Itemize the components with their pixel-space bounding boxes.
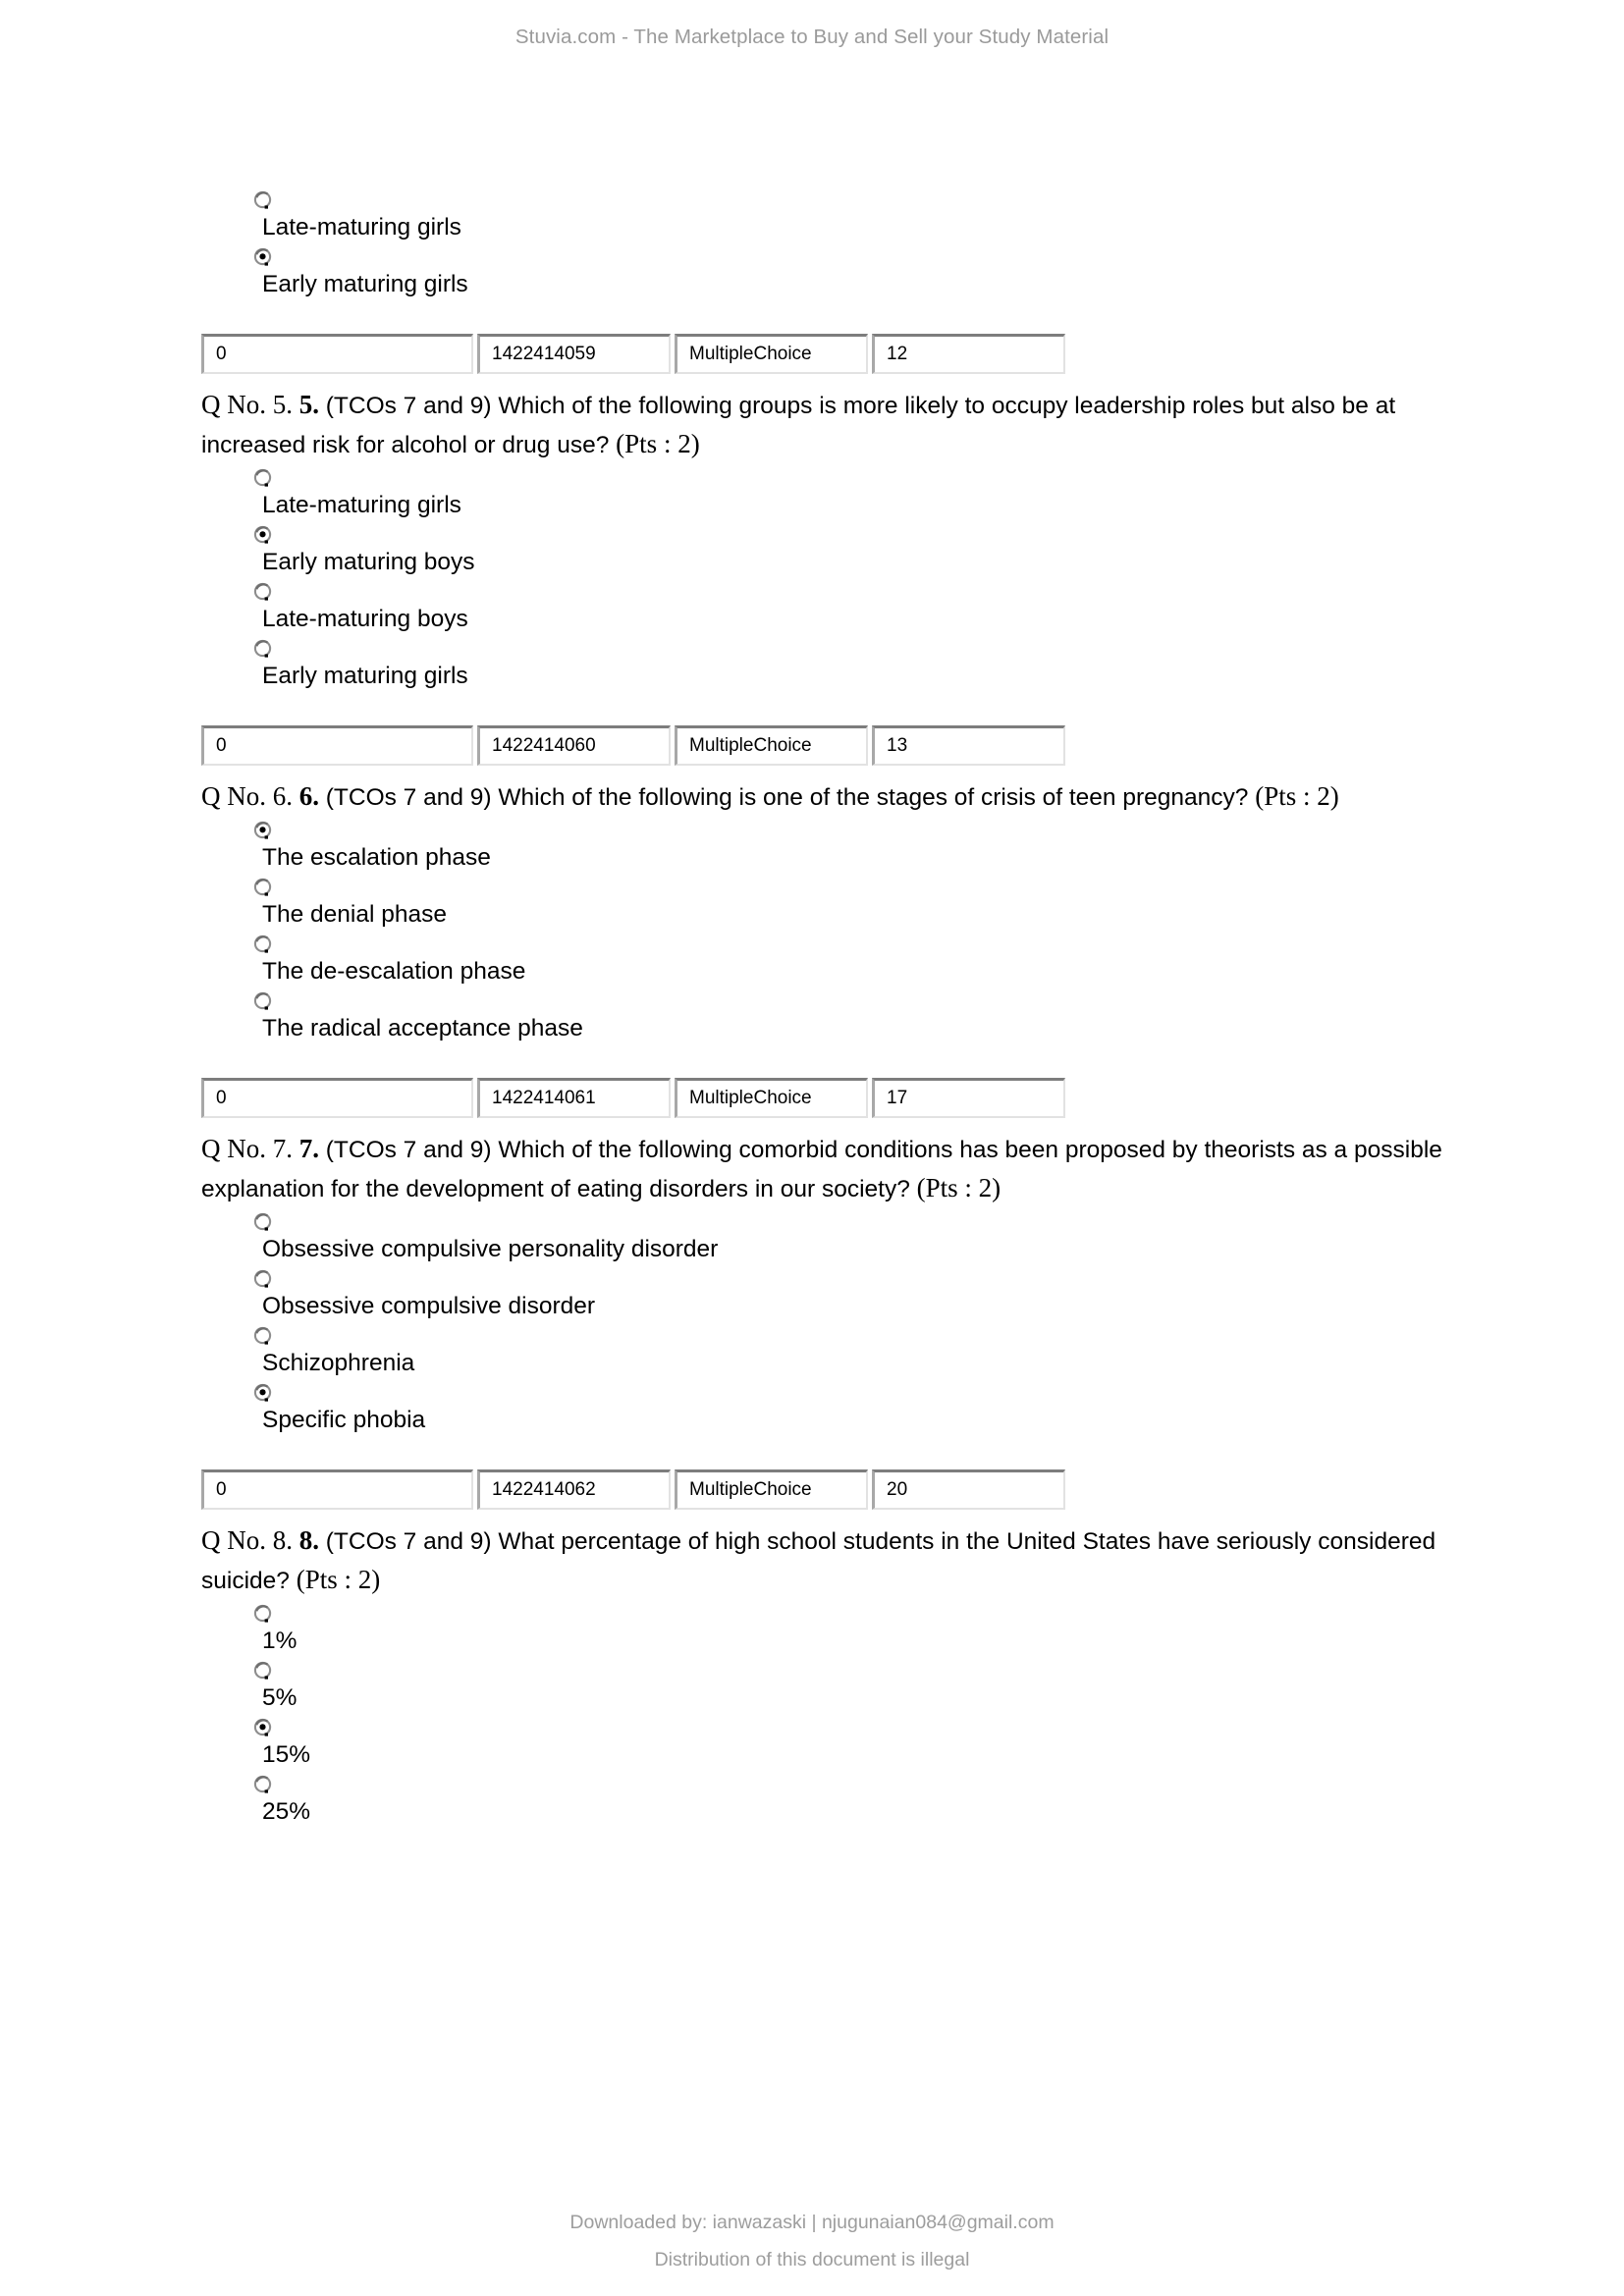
radio-unselected-icon[interactable]	[253, 582, 272, 601]
meta-num-cell: 17	[872, 1078, 1065, 1118]
option-row[interactable]	[201, 988, 1478, 1044]
option-label: Obsessive compulsive personality disorder	[262, 1236, 719, 1262]
meta-score-cell: 0	[201, 334, 473, 374]
option-label: Early maturing girls	[262, 271, 468, 297]
question-body: (TCOs 7 and 9) Which of the following is one of the stages of crisis of teen pregnancy?	[325, 784, 1256, 811]
question-block	[201, 692, 1478, 1044]
table-row	[201, 1469, 1065, 1510]
option-label: Obsessive compulsive disorder	[262, 1293, 596, 1319]
question-points: (Pts : 2)	[616, 429, 700, 458]
option-row[interactable]	[201, 1714, 1478, 1771]
question-meta-table	[197, 1078, 1069, 1118]
question-number: 6.	[298, 781, 326, 811]
option-label: Specific phobia	[262, 1407, 426, 1433]
question-body: (TCOs 7 and 9) Which of the following comorbid conditions has been proposed by theorists as a possible explanation for the development of eating disorders in our society?	[201, 1137, 1442, 1202]
exam-content	[201, 187, 1478, 1828]
radio-selected-icon[interactable]	[253, 821, 272, 839]
radio-selected-icon[interactable]	[253, 1383, 272, 1402]
option-label: 1%	[262, 1628, 298, 1654]
question-prefix: Q No. 5.	[201, 390, 299, 419]
questions-container	[201, 300, 1478, 1828]
option-label: Late-maturing girls	[262, 492, 461, 518]
question-prefix: Q No. 7.	[201, 1134, 299, 1163]
option-label: 25%	[262, 1798, 311, 1825]
question-text	[201, 1522, 1478, 1600]
radio-unselected-icon[interactable]	[253, 190, 272, 209]
radio-selected-icon[interactable]	[253, 525, 272, 544]
meta-num-cell: 12	[872, 334, 1065, 374]
question-meta-table	[197, 1469, 1069, 1510]
meta-id-cell: 1422414059	[477, 334, 671, 374]
meta-id-cell: 1422414061	[477, 1078, 671, 1118]
option-label: The de-escalation phase	[262, 958, 526, 985]
option-row[interactable]	[201, 1600, 1478, 1657]
option-label: The radical acceptance phase	[262, 1015, 583, 1041]
footer-downloaded-by: Downloaded by: ianwazaski | njugunaian084@gmail.com	[569, 2212, 1055, 2233]
option-label: Schizophrenia	[262, 1350, 415, 1376]
footer-distribution-notice: Distribution of this document is illegal	[654, 2249, 970, 2270]
question-block	[201, 1436, 1478, 1828]
option-row[interactable]	[201, 1208, 1478, 1265]
radio-unselected-icon[interactable]	[253, 468, 272, 487]
question-number: 7.	[298, 1134, 326, 1163]
meta-num-cell: 20	[872, 1469, 1065, 1510]
radio-unselected-icon[interactable]	[253, 1604, 272, 1623]
options-list	[201, 464, 1478, 692]
option-label: Late-maturing girls	[262, 214, 461, 240]
meta-score-cell: 0	[201, 725, 473, 766]
site-watermark-header: Stuvia.com - The Marketplace to Buy and Sell your Study Material	[514, 26, 1110, 48]
question-points: (Pts : 2)	[1255, 781, 1339, 811]
option-label: Early maturing boys	[262, 549, 475, 575]
option-label: 15%	[262, 1741, 311, 1768]
meta-type-cell: MultipleChoice	[675, 1469, 868, 1510]
meta-type-cell: MultipleChoice	[675, 334, 868, 374]
question-text	[201, 386, 1478, 464]
option-row[interactable]	[201, 521, 1478, 578]
option-label: Late-maturing boys	[262, 606, 468, 632]
question-text	[201, 1130, 1478, 1208]
option-label: Early maturing girls	[262, 663, 468, 689]
question-points: (Pts : 2)	[916, 1173, 1001, 1202]
option-row[interactable]	[201, 1657, 1478, 1714]
meta-num-cell: 13	[872, 725, 1065, 766]
option-row[interactable]	[201, 931, 1478, 988]
question-body: (TCOs 7 and 9) What percentage of high school students in the United States have seriously considered suicide?	[201, 1528, 1436, 1594]
meta-score-cell: 0	[201, 1078, 473, 1118]
meta-type-cell: MultipleChoice	[675, 1078, 868, 1118]
radio-unselected-icon[interactable]	[253, 1326, 272, 1345]
option-row[interactable]	[201, 1265, 1478, 1322]
option-label: 5%	[262, 1684, 298, 1711]
radio-unselected-icon[interactable]	[253, 878, 272, 896]
radio-selected-icon[interactable]	[253, 1718, 272, 1736]
spacer	[201, 1044, 1478, 1078]
radio-unselected-icon[interactable]	[253, 1661, 272, 1680]
table-row	[201, 725, 1065, 766]
meta-id-cell: 1422414060	[477, 725, 671, 766]
option-row[interactable]	[201, 635, 1478, 692]
radio-unselected-icon[interactable]	[253, 1269, 272, 1288]
option-row[interactable]	[201, 187, 1478, 243]
question-number: 8.	[298, 1525, 326, 1555]
question-text	[201, 777, 1478, 817]
option-row[interactable]	[201, 1379, 1478, 1436]
option-label: The escalation phase	[262, 844, 491, 871]
radio-unselected-icon[interactable]	[253, 1212, 272, 1231]
question-prefix: Q No. 6.	[201, 781, 299, 811]
option-row[interactable]	[201, 1322, 1478, 1379]
spacer	[201, 300, 1478, 334]
question-meta-table	[197, 334, 1069, 374]
option-row[interactable]	[201, 578, 1478, 635]
meta-type-cell: MultipleChoice	[675, 725, 868, 766]
radio-unselected-icon[interactable]	[253, 991, 272, 1010]
meta-id-cell: 1422414062	[477, 1469, 671, 1510]
spacer	[201, 1436, 1478, 1469]
option-row[interactable]	[201, 1771, 1478, 1828]
question-points: (Pts : 2)	[296, 1565, 381, 1594]
option-row[interactable]	[201, 817, 1478, 874]
option-row[interactable]	[201, 243, 1478, 300]
question-meta-table	[197, 725, 1069, 766]
table-row	[201, 334, 1065, 374]
option-row[interactable]	[201, 464, 1478, 521]
question-number: 5.	[298, 390, 326, 419]
radio-unselected-icon[interactable]	[253, 1775, 272, 1793]
options-list	[201, 817, 1478, 1044]
radio-unselected-icon[interactable]	[253, 639, 272, 658]
question-block	[201, 1044, 1478, 1436]
options-list	[201, 1208, 1478, 1436]
meta-score-cell: 0	[201, 1469, 473, 1510]
options-list	[201, 1600, 1478, 1828]
table-row	[201, 1078, 1065, 1118]
question-body: (TCOs 7 and 9) Which of the following groups is more likely to occupy leadership roles but also be at increased risk for alcohol or drug use?	[201, 393, 1396, 458]
radio-unselected-icon[interactable]	[253, 934, 272, 953]
option-label: The denial phase	[262, 901, 447, 928]
spacer	[201, 692, 1478, 725]
question-prefix: Q No. 8.	[201, 1525, 299, 1555]
option-row[interactable]	[201, 874, 1478, 931]
radio-selected-icon[interactable]	[253, 247, 272, 266]
orphan-options-list	[201, 187, 1478, 300]
question-block	[201, 300, 1478, 692]
